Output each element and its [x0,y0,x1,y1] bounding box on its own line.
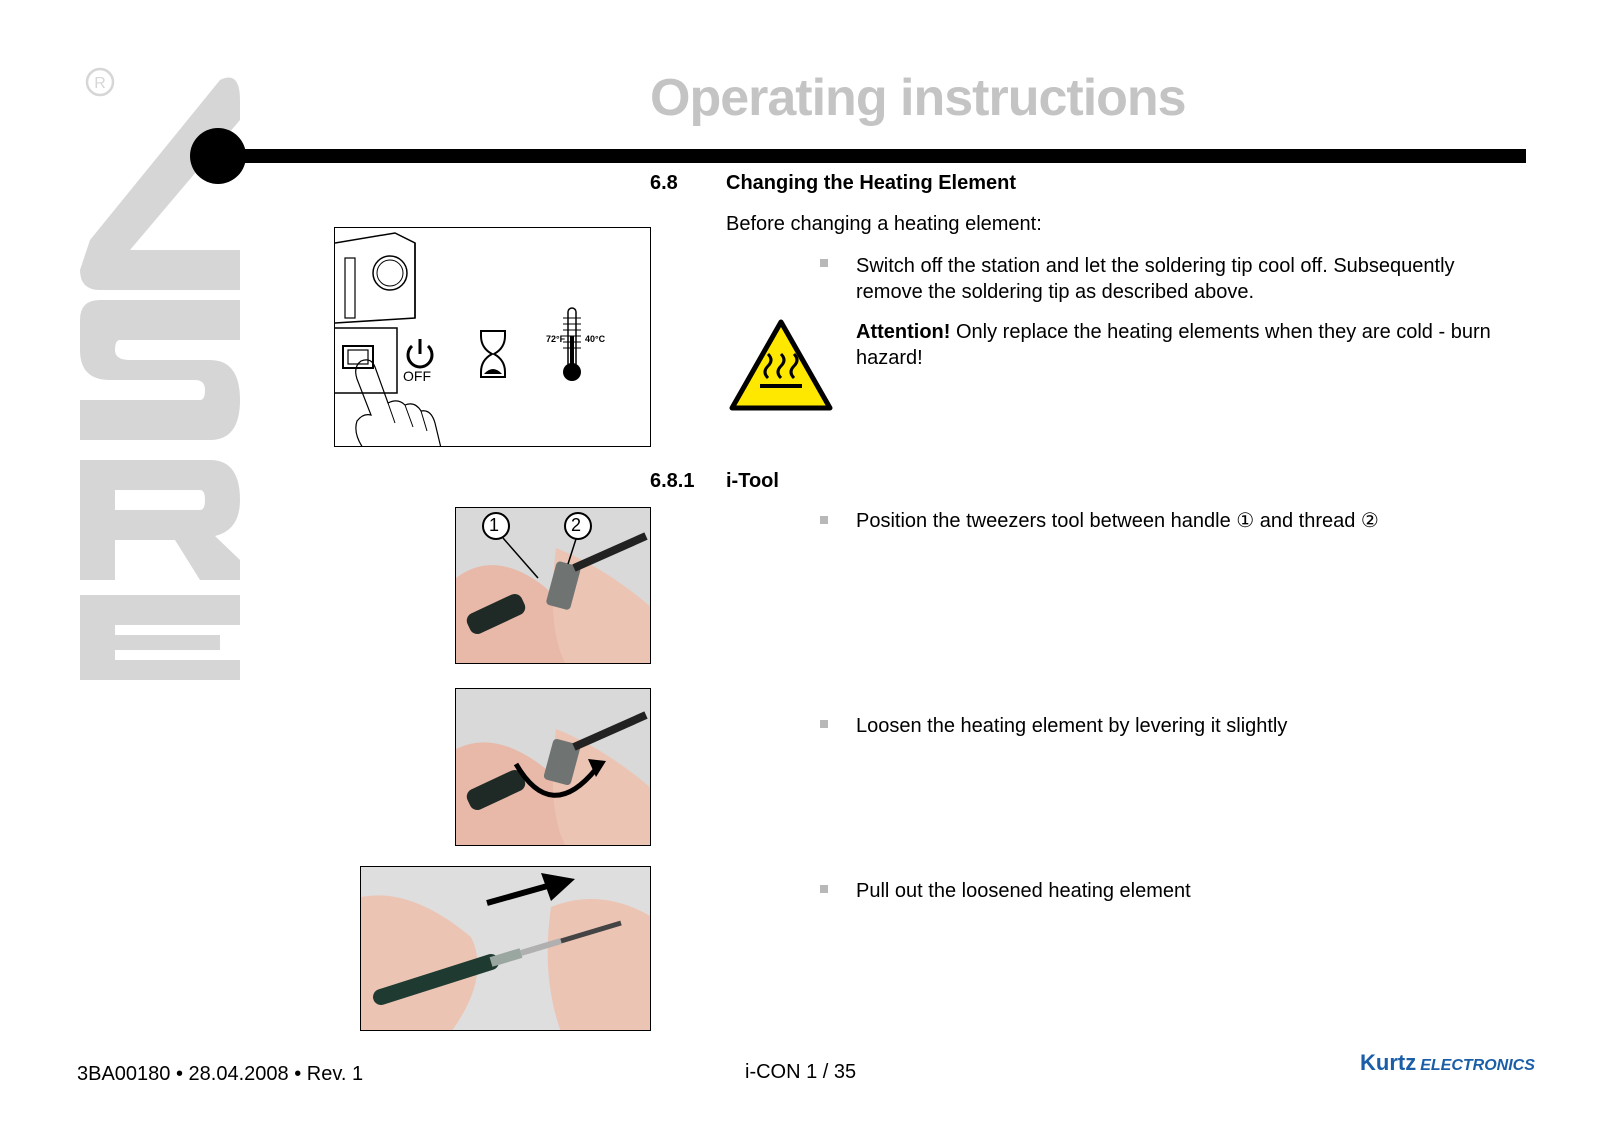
subsection-title: i-Tool [726,470,779,492]
svg-text:R: R [94,75,106,92]
attention-message: Only replace the heating elements when they are cold - burn hazard! [856,321,1491,369]
temp-f-label: 72°F [546,334,566,344]
doc-reference: 3BA00180 • 28.04.2008 • Rev. 1 [77,1063,364,1085]
bullet-icon [820,885,828,893]
photo-pull-out [360,866,651,1031]
station-off-figure [334,227,651,447]
section-number: 6.8 [650,172,678,194]
kurtz-logo-main: Kurtz [1360,1050,1417,1075]
page-number: i-CON 1 / 35 [745,1061,857,1083]
instruction-text: Switch off the station and let the soldering tip cool off. Subsequently remove the soldering tip as described above. [856,255,1455,303]
page-title: Operating instructions [650,69,1186,127]
thermometer-icon [560,306,584,384]
off-label: OFF [403,368,431,384]
step-3-text: Pull out the loosened heating element [856,880,1191,902]
kurtz-logo-sub: ELECTRONICS [1420,1057,1535,1074]
power-icon [402,336,438,372]
bullet-icon [820,516,828,524]
section-title: Changing the Heating Element [726,172,1017,194]
title-dot [190,128,246,184]
attention-label: Attention! [856,321,951,343]
intro-text: Before changing a heating element: [726,213,1042,235]
photo-tweezers-position [455,507,651,664]
step-1-text: Position the tweezers tool between handle ① and thread ② [856,510,1379,532]
marker-2-label: 2 [571,515,582,535]
step-2-text: Loosen the heating element by levering it slightly [856,715,1288,737]
hot-surface-warning-icon [728,318,834,414]
marker-1-label: 1 [489,515,500,535]
photo-lever-element [455,688,651,846]
temp-c-label: 40°C [585,334,606,344]
bullet-icon [820,259,828,267]
attention-text [856,319,1506,371]
kurtz-electronics-logo [1360,1050,1535,1076]
bullet-icon [820,720,828,728]
hourglass-icon [478,328,508,380]
title-rule [230,149,1526,163]
subsection-number: 6.8.1 [650,470,695,492]
